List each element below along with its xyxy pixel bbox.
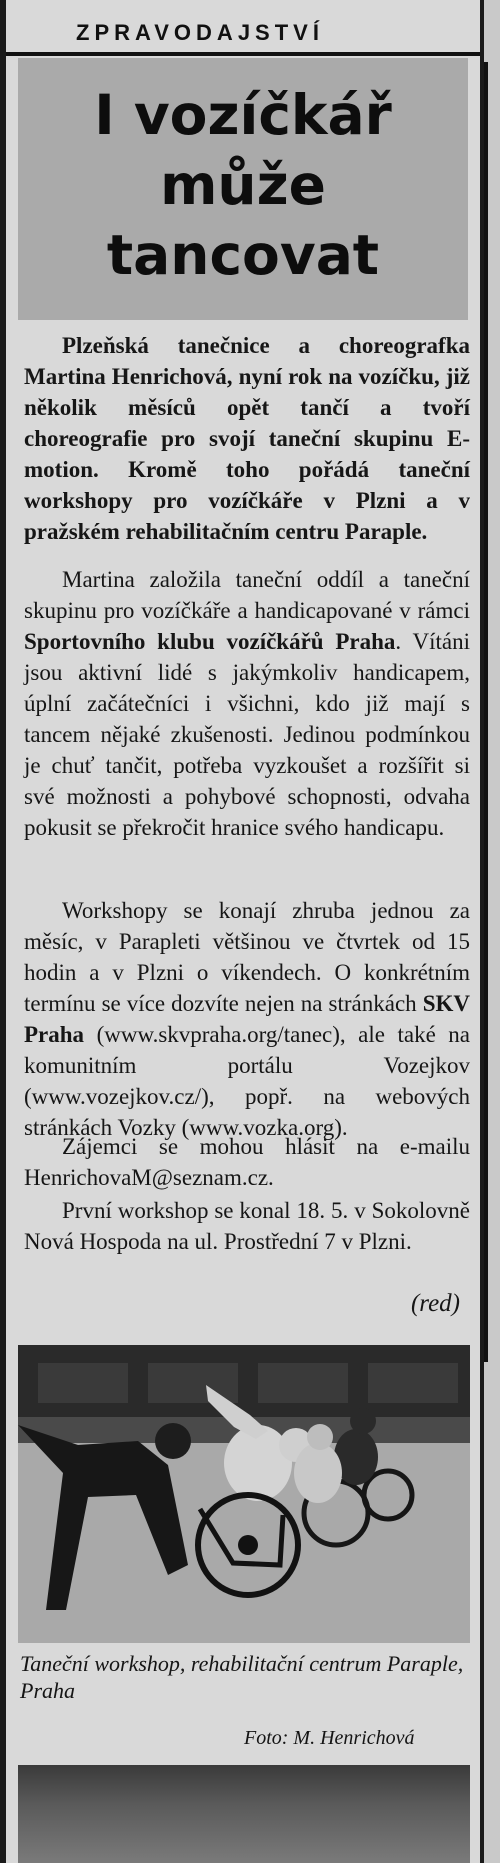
second-photo	[18, 1765, 470, 1863]
paragraph-1-part-c: . Vítáni jsou aktivní lidé s jakýmkoliv handicapem, úplní začátečníci i všichni, kdo již mají s tancem nějaké zkušenosti. Jedinou podmínkou je chuť tančit, potřeba vyzkoušet a rozšířit si své možnosti a pohybové schopnosti, odvaha pokusit se překročit hranice svého handicapu.	[24, 629, 470, 840]
adjacent-column-rule	[484, 62, 488, 1362]
headline	[18, 80, 468, 290]
headline-line-1: I vozíčkář	[94, 83, 392, 147]
paragraph-2-text	[24, 895, 470, 1143]
paragraph-1-text	[24, 564, 470, 843]
lead-paragraph	[24, 330, 470, 547]
headline-line-2: může	[160, 153, 326, 217]
lead-text: Plzeňská tanečnice a choreografka Martina Henrichová, nyní rok na vozíčku, již několik měsíců opět tančí a tvoří choreografie pro svojí taneční skupinu E-motion. Kromě toho pořádá taneční workshopy pro vozíčkáře v Plzni a v pražském rehabilitačním centru Paraple.	[24, 333, 470, 544]
section-label: ZPRAVODAJSTVÍ	[76, 20, 324, 45]
paragraph-2-part-c: (www.skvpraha.org/tanec), ale také na komunitním portálu Vozejkov (www.vozejkov.cz/), popř. na webových stránkách Vozky (www.vozka.org).	[24, 1022, 470, 1140]
club-name: Sportovního klubu vozíčkářů Praha	[24, 629, 396, 654]
section-rule	[6, 52, 480, 56]
workshop-photo-illustration	[18, 1345, 470, 1643]
workshop-photo	[18, 1345, 470, 1643]
paragraph-2	[24, 895, 470, 1143]
paragraph-3	[24, 1131, 470, 1193]
paragraph-3-text: Zájemci se mohou hlásit na e-mailu HenrichovaM@seznam.cz.	[24, 1134, 470, 1190]
headline-box	[18, 58, 468, 320]
paragraph-2-part-a: Workshopy se konají zhruba jednou za měsíc, v Parapleti většinou ve čtvrtek od 15 hodin a v Plzni o víkendech. O konkrétním termínu se více dozvíte nejen na stránkách	[24, 898, 470, 1016]
paragraph-4-text: První workshop se konal 18. 5. v Sokolovně Nová Hospoda na ul. Prostřední 7 v Plzni.	[24, 1198, 470, 1254]
paragraph-4	[24, 1195, 470, 1257]
headline-line-3: tancovat	[106, 223, 380, 287]
paragraph-1-part-a: Martina založila taneční oddíl a taneční skupinu pro vozíčkáře a handicapované v rámci	[24, 567, 470, 623]
skv-name: SKV Praha	[24, 991, 470, 1047]
newspaper-page	[6, 0, 480, 1863]
paragraph-1	[24, 564, 470, 843]
author-signature: (red)	[410, 1290, 460, 1317]
photo-credit: Foto: M. Henrichová	[244, 1727, 415, 1749]
photo-caption: Taneční workshop, rehabilitační centrum Paraple, Praha	[20, 1651, 464, 1703]
